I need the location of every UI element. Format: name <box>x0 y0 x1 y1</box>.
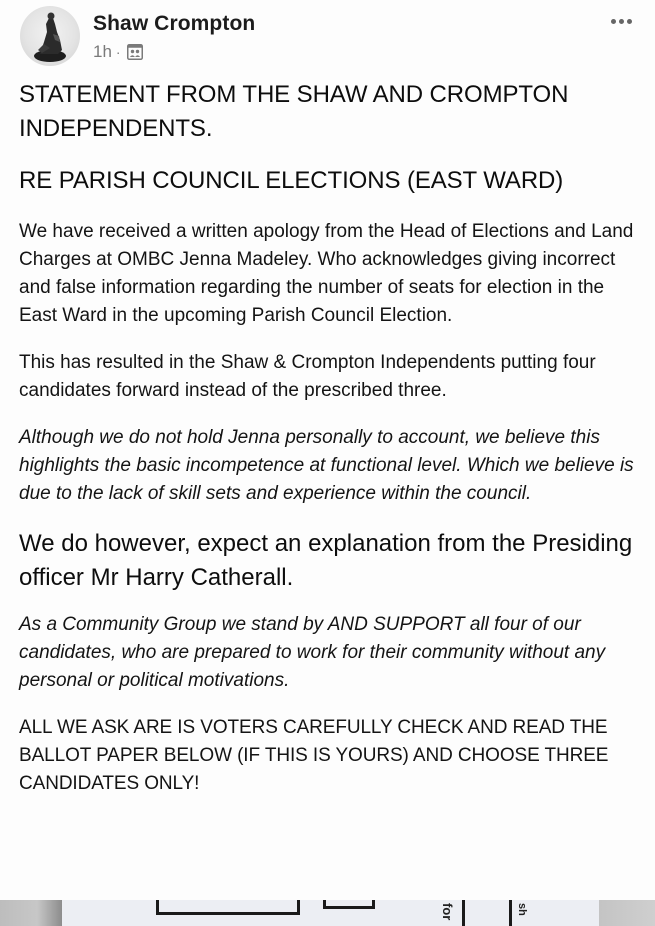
more-options-icon <box>611 19 616 24</box>
meta-separator: · <box>115 44 121 60</box>
more-options-icon <box>627 19 632 24</box>
photo-edge-left <box>0 900 62 926</box>
ballot-paper-photo[interactable] <box>0 900 655 926</box>
post-time[interactable]: 1h <box>93 42 112 61</box>
paragraph-result: This has resulted in the Shaw & Crompton Independents putting four candidates forward instead of the prescribed three. <box>19 352 596 401</box>
ballot-box <box>462 900 512 926</box>
post-meta <box>93 42 143 62</box>
photo-edge-right <box>599 900 655 926</box>
paragraph-apology: We have received a written apology from the Head of Elections and Land Charges at OMBC Jenna Madeley. Who acknowledges giving incorrect and false information regarding the number of seats for election in the East Ward in the upcoming Parish Council Election. <box>19 221 634 326</box>
statement-subtitle: RE PARISH COUNCIL ELECTIONS (EAST WARD) <box>19 167 564 194</box>
ballot-text: for <box>440 903 455 921</box>
paragraph-incompetence: Although we do not hold Jenna personally to account, we believe this highlights the basic incompetence at functional level. Which we believe is due to the lack of skill sets and experience within the council. <box>19 427 634 504</box>
ballot-paper <box>62 900 599 926</box>
author-name[interactable]: Shaw Crompton <box>93 12 256 35</box>
paragraph-explanation: We do however, expect an explanation from the Presiding officer Mr Harry Catherall. <box>19 530 633 591</box>
post-body <box>19 78 644 817</box>
author-avatar[interactable] <box>20 6 80 66</box>
statue-avatar-icon <box>20 6 80 66</box>
ballot-text: sh <box>516 903 528 916</box>
paragraph-request: ALL WE ASK ARE IS VOTERS CAREFULLY CHECK AND READ THE BALLOT PAPER BELOW (IF THIS IS YOURS) AND CHOOSE THREE CANDIDATES ONLY! <box>19 717 609 794</box>
post-header <box>0 0 655 72</box>
ballot-box <box>156 900 300 915</box>
paragraph-support: As a Community Group we stand by AND SUPPORT all four of our candidates, who are prepared to work for their community without any personal or political motivations. <box>19 614 606 691</box>
group-audience-icon[interactable] <box>127 44 143 60</box>
more-options-button[interactable] <box>606 10 636 32</box>
statement-title: STATEMENT FROM THE SHAW AND CROMPTON INDEPENDENTS. <box>19 81 569 142</box>
more-options-icon <box>619 19 624 24</box>
ballot-box <box>323 900 375 909</box>
